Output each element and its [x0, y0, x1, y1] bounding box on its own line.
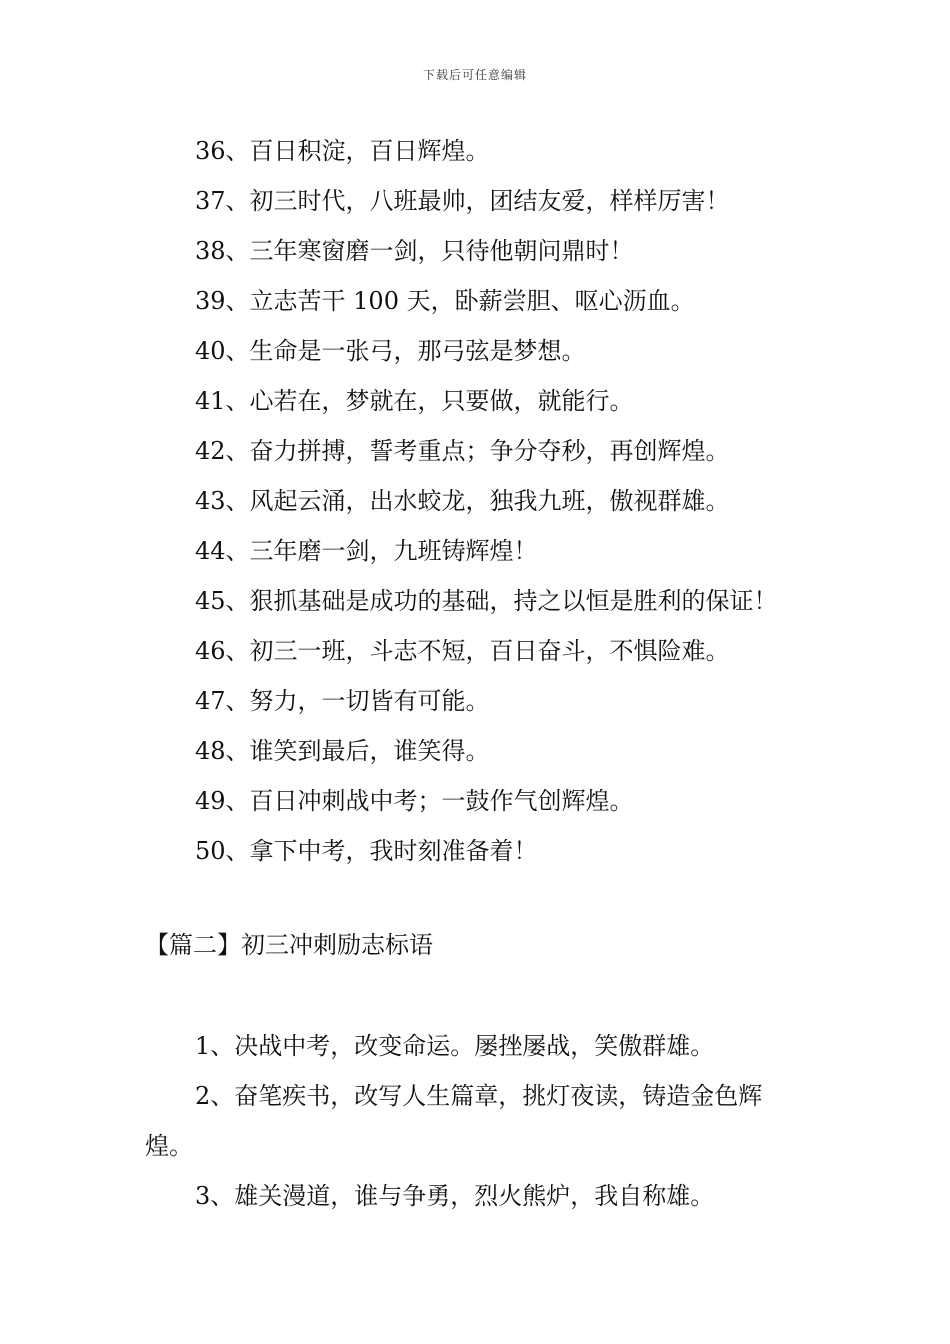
slogan-item: 39、立志苦干 100 天，卧薪尝胆、呕心沥血。: [195, 287, 695, 315]
page-header-note: 下载后可任意编辑: [422, 68, 527, 82]
slogan-item: 48、谁笑到最后，谁笑得。: [195, 737, 490, 765]
slogan-item: 42、奋力拼搏，誓考重点；争分夺秒，再创辉煌。: [195, 437, 730, 465]
slogan-item: 38、三年寒窗磨一剑，只待他朝问鼎时！: [195, 237, 634, 265]
slogan-item: 44、三年磨一剑，九班铸辉煌！: [195, 537, 538, 565]
section-item: 1、决战中考，改变命运。屡挫屡战，笑傲群雄。: [195, 1032, 715, 1060]
slogan-item: 49、百日冲刺战中考；一鼓作气创辉煌。: [195, 787, 634, 815]
section-body: [145, 1021, 810, 1221]
slogan-item: 40、生命是一张弓，那弓弦是梦想。: [195, 337, 586, 365]
section-item: 2、奋笔疾书，改写人生篇章，挑灯夜读，铸造金色辉煌。: [145, 1082, 763, 1160]
slogan-item: 43、风起云涌，出水蛟龙，独我九班，傲视群雄。: [195, 487, 730, 515]
slogan-item: 45、狠抓基础是成功的基础，持之以恒是胜利的保证！: [195, 587, 778, 615]
slogan-item: 46、初三一班，斗志不短，百日奋斗，不惧险难。: [195, 637, 730, 665]
slogan-item: 47、努力，一切皆有可能。: [195, 687, 490, 715]
slogan-item: 36、百日积淀，百日辉煌。: [195, 137, 490, 165]
section-heading: 【篇二】初三冲刺励志标语: [145, 931, 433, 959]
slogan-item: 37、初三时代，八班最帅，团结友爱，样样厉害！: [195, 187, 730, 215]
slogan-item: 41、心若在，梦就在，只要做，就能行。: [195, 387, 634, 415]
slogan-list: [195, 126, 835, 876]
slogan-item: 50、拿下中考，我时刻准备着！: [195, 837, 538, 865]
section-item: 3、雄关漫道，谁与争勇，烈火熊炉，我自称雄。: [195, 1182, 715, 1210]
